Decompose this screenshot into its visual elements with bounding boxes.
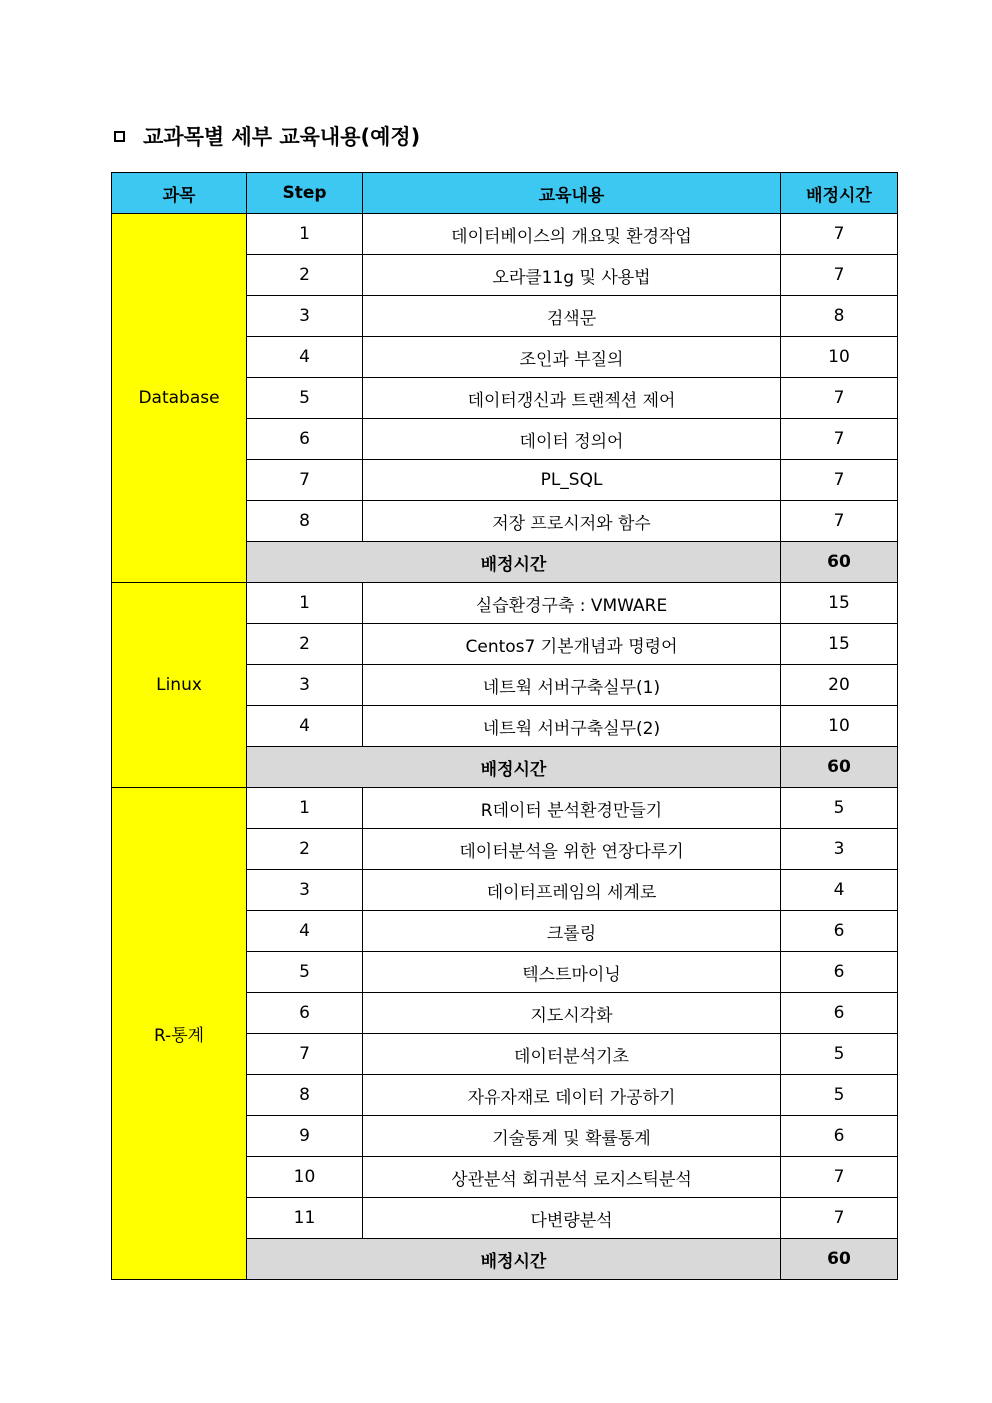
- content-cell: 저장 프로시저와 함수: [363, 501, 781, 542]
- step-cell: 2: [247, 255, 363, 296]
- hours-cell: 7: [781, 1157, 898, 1198]
- hours-cell: 5: [781, 788, 898, 829]
- step-cell: 6: [247, 419, 363, 460]
- hours-cell: 7: [781, 460, 898, 501]
- step-cell: 3: [247, 870, 363, 911]
- header-hours: 배정시간: [781, 173, 898, 214]
- total-label: 배정시간: [247, 542, 781, 583]
- step-cell: 4: [247, 337, 363, 378]
- step-cell: 2: [247, 624, 363, 665]
- table-row: [112, 214, 898, 255]
- content-cell: 상관분석 회귀분석 로지스틱분석: [363, 1157, 781, 1198]
- table-row: [112, 583, 898, 624]
- step-cell: 2: [247, 829, 363, 870]
- content-cell: PL_SQL: [363, 460, 781, 501]
- hours-cell: 7: [781, 378, 898, 419]
- content-cell: R데이터 분석환경만들기: [363, 788, 781, 829]
- header-subject: 과목: [112, 173, 247, 214]
- hours-cell: 10: [781, 337, 898, 378]
- hours-cell: 15: [781, 624, 898, 665]
- content-cell: 데이터분석기초: [363, 1034, 781, 1075]
- step-cell: 8: [247, 501, 363, 542]
- curriculum-table: [111, 172, 898, 1280]
- step-cell: 1: [247, 214, 363, 255]
- content-cell: 텍스트마이닝: [363, 952, 781, 993]
- hours-cell: 6: [781, 1116, 898, 1157]
- content-cell: 네트웍 서버구축실무(1): [363, 665, 781, 706]
- content-cell: 네트웍 서버구축실무(2): [363, 706, 781, 747]
- content-cell: 데이터갱신과 트랜젝션 제어: [363, 378, 781, 419]
- hours-cell: 15: [781, 583, 898, 624]
- page-heading: [114, 116, 420, 156]
- hours-cell: 5: [781, 1034, 898, 1075]
- header-step: Step: [247, 173, 363, 214]
- step-cell: 4: [247, 706, 363, 747]
- hours-cell: 3: [781, 829, 898, 870]
- step-cell: 1: [247, 788, 363, 829]
- hours-cell: 5: [781, 1075, 898, 1116]
- content-cell: 조인과 부질의: [363, 337, 781, 378]
- hours-cell: 7: [781, 419, 898, 460]
- content-cell: 데이터분석을 위한 연장다루기: [363, 829, 781, 870]
- step-cell: 7: [247, 1034, 363, 1075]
- table-header-row: [112, 173, 898, 214]
- step-cell: 7: [247, 460, 363, 501]
- content-cell: 데이터프레임의 세계로: [363, 870, 781, 911]
- content-cell: 데이터 정의어: [363, 419, 781, 460]
- step-cell: 9: [247, 1116, 363, 1157]
- hours-cell: 7: [781, 214, 898, 255]
- subject-cell: Linux: [112, 583, 247, 788]
- step-cell: 4: [247, 911, 363, 952]
- step-cell: 3: [247, 296, 363, 337]
- total-value: 60: [781, 747, 898, 788]
- content-cell: 오라클11g 및 사용법: [363, 255, 781, 296]
- content-cell: 데이터베이스의 개요및 환경작업: [363, 214, 781, 255]
- content-cell: 다변량분석: [363, 1198, 781, 1239]
- step-cell: 1: [247, 583, 363, 624]
- content-cell: 지도시각화: [363, 993, 781, 1034]
- hours-cell: 7: [781, 255, 898, 296]
- hours-cell: 4: [781, 870, 898, 911]
- table-row: [112, 788, 898, 829]
- total-value: 60: [781, 542, 898, 583]
- subject-cell: R-통계: [112, 788, 247, 1280]
- hours-cell: 7: [781, 1198, 898, 1239]
- content-cell: 검색문: [363, 296, 781, 337]
- hours-cell: 6: [781, 952, 898, 993]
- content-cell: 자유자재로 데이터 가공하기: [363, 1075, 781, 1116]
- header-content: 교육내용: [363, 173, 781, 214]
- total-label: 배정시간: [247, 747, 781, 788]
- square-bullet-icon: [114, 131, 125, 142]
- step-cell: 3: [247, 665, 363, 706]
- step-cell: 5: [247, 952, 363, 993]
- hours-cell: 7: [781, 501, 898, 542]
- table-body: [112, 214, 898, 1280]
- hours-cell: 10: [781, 706, 898, 747]
- total-value: 60: [781, 1239, 898, 1280]
- step-cell: 6: [247, 993, 363, 1034]
- hours-cell: 6: [781, 911, 898, 952]
- total-label: 배정시간: [247, 1239, 781, 1280]
- page-title: 교과목별 세부 교육내용(예정): [143, 125, 421, 149]
- step-cell: 5: [247, 378, 363, 419]
- subject-cell: Database: [112, 214, 247, 583]
- hours-cell: 20: [781, 665, 898, 706]
- step-cell: 11: [247, 1198, 363, 1239]
- content-cell: 크롤링: [363, 911, 781, 952]
- step-cell: 8: [247, 1075, 363, 1116]
- hours-cell: 6: [781, 993, 898, 1034]
- content-cell: 기술통계 및 확률통계: [363, 1116, 781, 1157]
- step-cell: 10: [247, 1157, 363, 1198]
- hours-cell: 8: [781, 296, 898, 337]
- content-cell: 실습환경구축 : VMWARE: [363, 583, 781, 624]
- content-cell: Centos7 기본개념과 명령어: [363, 624, 781, 665]
